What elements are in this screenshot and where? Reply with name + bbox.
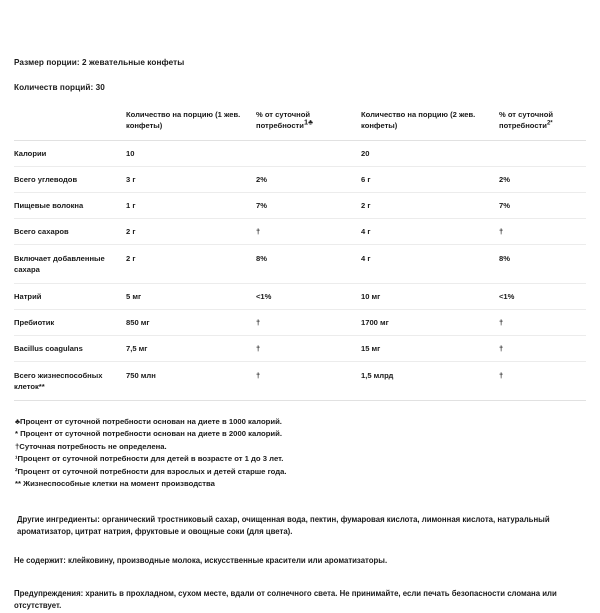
other-ingredients-text: Другие ингредиенты: органический тростниковый сахар, очищенная вода, пектин, фумаровая кислота, лимонная кислота, натуральный ароматизатор, цитрат натрия, фруктовые и овощные соки (для цвета). [17, 514, 550, 536]
row-daily-value-1: 2% [256, 166, 361, 192]
col-header-daily-value-2 [499, 109, 586, 141]
table-row [14, 361, 586, 400]
row-daily-value-2: 2% [499, 166, 586, 192]
nutrition-facts-table [14, 109, 586, 401]
row-daily-value-1: <1% [256, 283, 361, 309]
footnotes-block [14, 416, 586, 491]
row-nutrient-name: Всего сахаров [14, 218, 126, 244]
row-daily-value-1: † [256, 218, 361, 244]
table-body [14, 140, 586, 400]
table-header-row [14, 109, 586, 141]
row-daily-value-2: 7% [499, 192, 586, 218]
row-daily-value-1: 8% [256, 244, 361, 283]
row-daily-value-2: † [499, 218, 586, 244]
col-header-daily-value-1 [256, 109, 361, 141]
row-amount-1: 1 г [126, 192, 256, 218]
table-row [14, 335, 586, 361]
row-nutrient-name: Натрий [14, 283, 126, 309]
row-daily-value-1: 7% [256, 192, 361, 218]
row-amount-1: 7,5 мг [126, 335, 256, 361]
table-row [14, 309, 586, 335]
row-daily-value-2: † [499, 335, 586, 361]
row-nutrient-name: Bacillus coagulans [14, 335, 126, 361]
row-amount-2: 4 г [361, 218, 499, 244]
footnote-item: ♣Процент от суточной потребности основан на диете в 1000 калорий. [15, 416, 282, 426]
row-nutrient-name: Калории [14, 140, 126, 166]
row-nutrient-name: Всего углеводов [14, 166, 126, 192]
row-amount-2: 20 [361, 140, 499, 166]
row-amount-1: 5 мг [126, 283, 256, 309]
col-header-daily-value-2-marks: 2* [546, 120, 553, 127]
warnings-text: Предупреждения: хранить в прохладном, сухом месте, вдали от солнечного света. Не принимайте, если печать безопасности сломана или отсутствует. [14, 588, 557, 611]
row-nutrient-name: Всего жизнеспособных клеток** [14, 361, 126, 400]
footnote-item: †Суточная потребность не определена. [15, 441, 167, 451]
table-row [14, 244, 586, 283]
serving-info [14, 0, 586, 93]
row-amount-2: 6 г [361, 166, 499, 192]
footnote-item: ** Жизнеспособные клетки на момент производства [15, 479, 215, 489]
row-amount-2: 15 мг [361, 335, 499, 361]
row-nutrient-name: Включает добавленные сахара [14, 244, 126, 283]
table-header [14, 109, 586, 141]
row-daily-value-2: † [499, 361, 586, 400]
row-nutrient-name: Пребиотик [14, 309, 126, 335]
row-daily-value-2: <1% [499, 283, 586, 309]
table-row [14, 192, 586, 218]
row-amount-1: 2 г [126, 218, 256, 244]
row-nutrient-name: Пищевые волокна [14, 192, 126, 218]
row-amount-2: 2 г [361, 192, 499, 218]
footnote-item: * Процент от суточной потребности основан на диете в 2000 калорий. [15, 429, 283, 439]
footnote-item: ²Процент от суточной потребности для взрослых и детей старше года. [15, 466, 287, 476]
row-amount-1: 850 мг [126, 309, 256, 335]
row-amount-2: 1700 мг [361, 309, 499, 335]
table-row [14, 283, 586, 309]
col-header-daily-value-2-text: % от суточной потребности [499, 109, 554, 130]
servings-per-container-line: Количеств порций: 30 [14, 82, 105, 92]
row-amount-2: 10 мг [361, 283, 499, 309]
row-amount-2: 4 г [361, 244, 499, 283]
col-header-nutrient [14, 109, 126, 141]
row-amount-1: 750 млн [126, 361, 256, 400]
row-amount-1: 2 г [126, 244, 256, 283]
row-amount-2: 1,5 млрд [361, 361, 499, 400]
row-daily-value-1: † [256, 361, 361, 400]
footnote-item: ¹Процент от суточной потребности для детей в возрасте от 1 до 3 лет. [15, 454, 284, 464]
table-row [14, 218, 586, 244]
col-header-amount-1: Количество на порцию (1 жев. конфеты) [126, 109, 256, 141]
table-row [14, 140, 586, 166]
row-daily-value-2: 8% [499, 244, 586, 283]
row-daily-value-1 [256, 140, 361, 166]
row-amount-1: 3 г [126, 166, 256, 192]
row-daily-value-1: † [256, 335, 361, 361]
row-daily-value-2: † [499, 309, 586, 335]
row-daily-value-2 [499, 140, 586, 166]
row-daily-value-1: † [256, 309, 361, 335]
free-from-text: Не содержит: клейковину, производные молока, искусственные красители или ароматизаторы. [14, 556, 388, 566]
row-amount-1: 10 [126, 140, 256, 166]
col-header-daily-value-1-marks: 1♣ [303, 117, 313, 127]
col-header-amount-2: Количество на порцию (2 жев. конфеты) [361, 109, 499, 141]
table-row [14, 166, 586, 192]
serving-size-line: Размер порции: 2 жевательные конфеты [14, 58, 185, 67]
col-header-daily-value-1-text: % от суточной потребности [256, 109, 311, 130]
